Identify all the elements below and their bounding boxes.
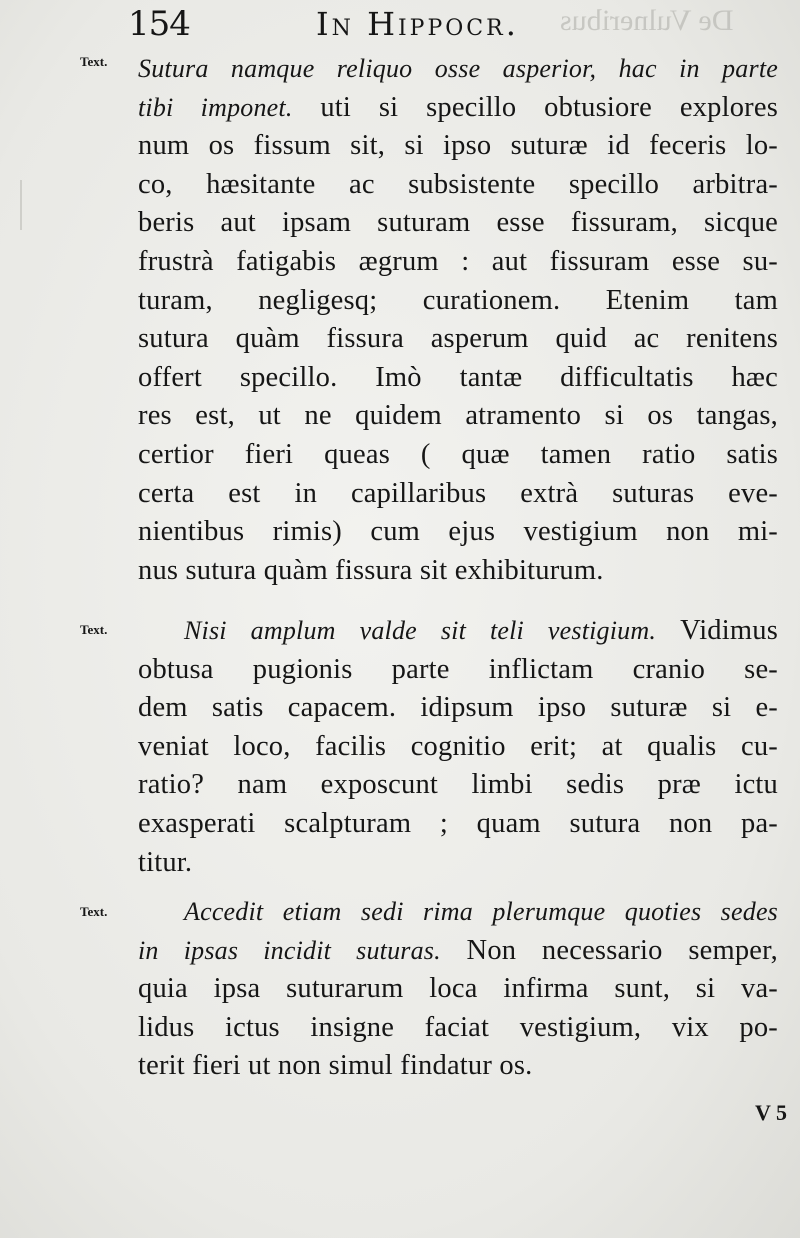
text-line: Nisi amplum valde sit teli vestigium. Vidimus <box>184 615 778 646</box>
text-block-1 <box>138 50 778 590</box>
text-line: certior fieri queas ( quæ tamen ratio satis <box>138 438 778 470</box>
text-line: sutura quàm fissura asperum quid ac renitens <box>138 323 778 355</box>
text-line: frustrà fatigabis ægrum : aut fissuram esse su- <box>138 245 778 277</box>
text-line: terit fieri ut non simul findatur os. <box>138 1050 533 1082</box>
text-line: lidus ictus insigne faciat vestigium, vix po- <box>138 1011 778 1043</box>
margin-label-text-3: Text. <box>80 904 108 919</box>
printer-signature: V 5 <box>755 1100 787 1125</box>
text-line: exasperati scalpturam ; quam sutura non pa- <box>138 807 778 839</box>
text-line: num os fissum sit, si ipso suturæ id feceris lo- <box>138 130 778 162</box>
text-line: turam, negligesq; curationem. Etenim tam <box>138 284 778 316</box>
text-line: obtusa pugionis parte inflictam cranio se- <box>138 653 778 685</box>
text-line: quia ipsa suturarum loca infirma sunt, si va- <box>138 973 778 1005</box>
page-header <box>128 2 788 46</box>
text-line: veniat loco, facilis cognitio erit; at qualis cu- <box>138 730 778 762</box>
text-line: dem satis capacem. idipsum ipso suturæ si e- <box>138 692 778 724</box>
text-line: nus sutura quàm fissura sit exhibiturum. <box>138 554 604 586</box>
text-line: Accedit etiam sedi rima plerumque quoties sedes <box>184 897 778 926</box>
text-line: tibi imponet. uti si specillo obtusiore explores <box>138 91 778 123</box>
running-head: In Hippocr. <box>316 5 519 43</box>
text-block-3 <box>138 893 778 1086</box>
margin-mark <box>20 180 22 230</box>
text-line: offert specillo. Imò tantæ difficultatis hæc <box>138 361 778 393</box>
text-line: ratio? nam exposcunt limbi sedis præ ictu <box>138 769 778 801</box>
margin-label-text-2: Text. <box>80 622 108 637</box>
text-line: beris aut ipsam suturam esse fissuram, sicque <box>138 207 778 239</box>
show-through-text: De Vulneribus <box>560 4 734 37</box>
text-line: titur. <box>138 846 193 878</box>
margin-label-text-1: Text. <box>80 54 108 69</box>
text-line: nientibus rimis) cum ejus vestigium non mi- <box>138 516 778 548</box>
text-block-2 <box>138 612 778 882</box>
page-number: 154 <box>128 4 190 44</box>
text-line: in ipsas incidit suturas. Non necessario semper, <box>138 934 779 966</box>
text-line: certa est in capillaribus extrà suturas eve- <box>138 477 778 509</box>
text-line: Sutura namque reliquo osse asperior, hac in parte <box>138 54 778 83</box>
text-line: res est, ut ne quidem atramento si os tangas, <box>138 400 778 432</box>
text-line: co, hæsitante ac subsistente specillo arbitra- <box>138 168 778 200</box>
